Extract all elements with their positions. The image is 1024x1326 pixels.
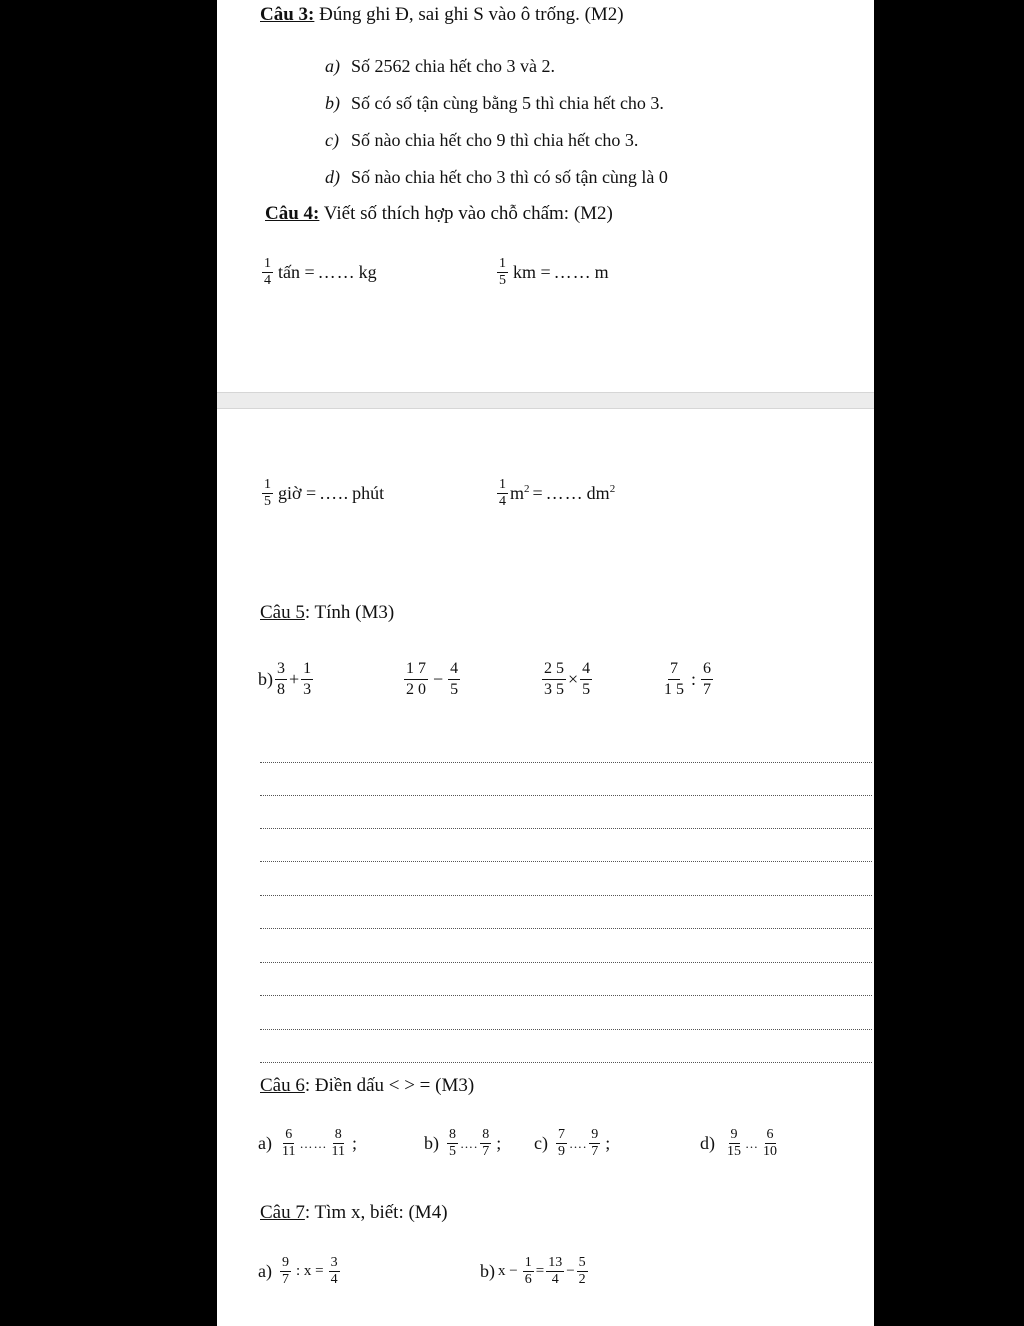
compare-b (424, 1127, 504, 1160)
operator: × (568, 669, 579, 689)
answer-line (260, 928, 872, 929)
item-mark: b) (480, 1261, 495, 1281)
unit-text: tấn = (278, 262, 315, 282)
answer-line (260, 895, 872, 896)
question-7-heading (260, 1202, 448, 1224)
item-mark: a) (258, 1133, 272, 1153)
blank-dots: …. (568, 1135, 588, 1151)
item-text: Số nào chia hết cho 9 thì chia hết cho 3. (351, 130, 639, 150)
fraction: $\frac{3}{4}$ (330, 1255, 338, 1287)
item-mark: b) (258, 669, 273, 689)
fraction: $\frac{3}{8}$ (277, 660, 285, 698)
question-4-text: Viết số thích hợp vào chỗ chấm: (M2) (323, 203, 613, 224)
item-mark: a) (325, 56, 340, 76)
item-mark: b) (424, 1133, 439, 1153)
answer-line (260, 962, 872, 963)
item-mark: c) (325, 130, 339, 150)
compare-c (534, 1127, 613, 1160)
fraction: $\frac{1}{6}$ (524, 1255, 532, 1287)
question-5-text: : Tính (M3) (304, 602, 395, 623)
fraction: $\frac{1 7}{2 0}$ (406, 660, 426, 698)
answer-line (260, 828, 872, 829)
find-x-a (258, 1255, 342, 1288)
unit-text: km = (513, 262, 551, 282)
question-3-label: Câu 3: (260, 4, 315, 25)
target-unit: $dm^2$ (586, 483, 616, 503)
question-3-item-a (325, 56, 555, 77)
answer-line (260, 1062, 872, 1063)
find-x-b (480, 1255, 590, 1288)
fraction: $\frac{1}{4}$ (499, 477, 506, 509)
operator: : (691, 669, 697, 689)
answer-line (260, 795, 872, 796)
blank-dots: …… (317, 262, 356, 282)
target-unit: kg (358, 262, 377, 282)
separator: ; (605, 1133, 611, 1153)
question-5-heading (260, 602, 394, 624)
question-3-item-b (325, 93, 664, 114)
question-4-label: Câu 4: (265, 203, 320, 224)
blank-dots: …… (545, 483, 584, 503)
conversion-4 (495, 477, 618, 510)
item-mark: d) (325, 167, 340, 187)
question-4-heading (265, 203, 613, 225)
fraction: $\frac{1}{4}$ (264, 256, 271, 288)
calc-expression-2 (402, 659, 462, 700)
item-text: Số nào chia hết cho 3 thì có số tận cùng là 0 (351, 167, 668, 187)
question-7-text: : Tìm x, biết: (M4) (304, 1202, 448, 1223)
item-mark: a) (258, 1261, 272, 1281)
operator: : x = (295, 1263, 324, 1279)
operator: + (289, 669, 300, 689)
fraction: $\frac{2 5}{3 5}$ (544, 660, 564, 698)
fraction: $\frac{13}{4}$ (548, 1255, 563, 1287)
question-6-text: : Điền dấu < > = (M3) (304, 1075, 475, 1096)
fraction: $\frac{8}{5}$ (449, 1127, 456, 1159)
blank-dots: …… (553, 262, 592, 282)
blank-dots: …. (460, 1135, 479, 1151)
question-6-heading (260, 1075, 474, 1097)
operator: − (566, 1263, 575, 1279)
answer-line (260, 762, 872, 763)
fraction: $\frac{4}{5}$ (582, 660, 591, 698)
fraction: $\frac{8}{11}$ (331, 1127, 345, 1159)
answer-line (260, 861, 872, 862)
unit-text: $m^2$ (510, 483, 530, 503)
question-6-label: Câu 6 (260, 1075, 305, 1096)
blank-dots: …… (299, 1135, 328, 1151)
fraction: $\frac{4}{5}$ (450, 660, 459, 698)
question-3-item-c (325, 130, 638, 151)
conversion-1 (260, 256, 380, 289)
equals-sign: = (535, 1263, 545, 1279)
calc-expression-4 (660, 659, 715, 700)
fraction: $\frac{1}{3}$ (303, 660, 312, 698)
fraction: $\frac{7}{1 5}$ (664, 660, 684, 698)
question-3-heading (260, 4, 624, 26)
item-mark: d) (700, 1133, 715, 1153)
operator: − (433, 669, 444, 689)
blank-dots: … (745, 1135, 759, 1151)
target-unit: phút (352, 483, 385, 503)
compare-a (258, 1127, 360, 1160)
item-text: Số 2562 chia hết cho 3 và 2. (351, 56, 555, 76)
equals-sign: = (532, 483, 543, 503)
fraction: $\frac{7}{9}$ (557, 1127, 565, 1159)
fraction: $\frac{6}{7}$ (703, 660, 712, 698)
item-mark: c) (534, 1133, 548, 1153)
separator: ; (351, 1133, 357, 1153)
fraction: $\frac{5}{2}$ (578, 1255, 586, 1287)
answer-line (260, 995, 872, 996)
question-5-label: Câu 5 (260, 602, 305, 623)
operator: x − (498, 1263, 518, 1279)
compare-d (700, 1127, 781, 1160)
item-mark: b) (325, 93, 340, 113)
question-7-label: Câu 7 (260, 1202, 305, 1223)
blank-dots: ….. (319, 483, 350, 503)
calc-expression-1 (258, 659, 315, 700)
fraction: $\frac{9}{15}$ (727, 1127, 741, 1159)
fraction: $\frac{1}{5}$ (499, 256, 506, 288)
page-gap (217, 392, 874, 409)
unit-text: giờ = (278, 483, 317, 503)
fraction: $\frac{6}{10}$ (763, 1127, 777, 1159)
question-3-text: Đúng ghi Đ, sai ghi S vào ô trống. (M2) (319, 4, 624, 25)
item-text: Số có số tận cùng bằng 5 thì chia hết cho 3. (351, 93, 664, 113)
conversion-3 (260, 477, 387, 510)
fraction: $\frac{9}{7}$ (281, 1255, 289, 1287)
question-3-item-d (325, 167, 668, 188)
answer-line (260, 1029, 872, 1030)
calc-expression-3 (540, 659, 594, 700)
document-page-1 (217, 0, 874, 392)
target-unit: m (594, 262, 609, 282)
separator: ; (496, 1133, 502, 1153)
fraction: $\frac{9}{7}$ (591, 1127, 599, 1159)
fraction: $\frac{6}{11}$ (281, 1127, 296, 1159)
fraction: $\frac{1}{5}$ (264, 477, 271, 509)
conversion-2 (495, 256, 612, 289)
document-page-2 (217, 409, 874, 1326)
fraction: $\frac{8}{7}$ (482, 1127, 490, 1159)
